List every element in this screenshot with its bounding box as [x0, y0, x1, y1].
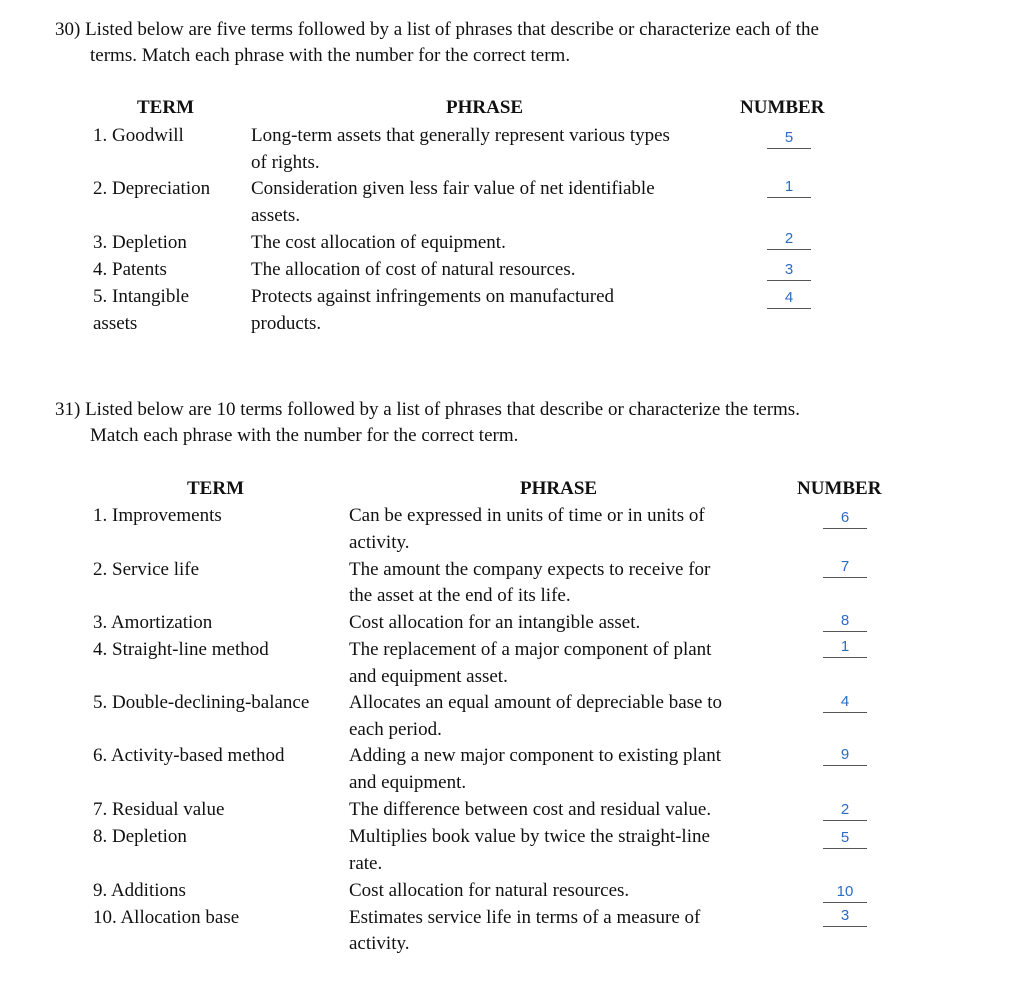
q30-phrase: The cost allocation of equipment.: [251, 232, 506, 253]
q30-title-line1: 30) Listed below are five terms followed by a list of phrases that describe or characterize each of the: [55, 19, 819, 40]
q31-term: 7. Residual value: [93, 799, 225, 820]
q30-phrase: Long-term assets that generally represent various types: [251, 125, 670, 146]
q31-term: 9. Additions: [93, 880, 186, 901]
q31-phrase: Multiplies book value by twice the straight-line: [349, 826, 710, 847]
q31-phrase: rate.: [349, 853, 383, 874]
q30-phrase: Consideration given less fair value of net identifiable: [251, 178, 655, 199]
q31-phrase: each period.: [349, 719, 442, 740]
q31-phrase: Can be expressed in units of time or in units of: [349, 505, 705, 526]
q31-answer-field[interactable]: 7: [823, 558, 867, 578]
q31-term: 4. Straight-line method: [93, 639, 269, 660]
q31-term-header: TERM: [187, 478, 244, 499]
q30-term: assets: [93, 313, 138, 334]
q31-term: 1. Improvements: [93, 505, 222, 526]
q30-term: 3. Depletion: [93, 232, 187, 253]
q31-answer-field[interactable]: 6: [823, 509, 867, 529]
q31-phrase: and equipment.: [349, 772, 467, 793]
q30-phrase: of rights.: [251, 152, 320, 173]
q31-phrase: activity.: [349, 933, 410, 954]
q31-answer-field[interactable]: 5: [823, 829, 867, 849]
q30-phrase: Protects against infringements on manufactured: [251, 286, 615, 307]
q31-phrase: Cost allocation for natural resources.: [349, 880, 630, 901]
q31-term: 5. Double-declining-balance: [93, 692, 310, 713]
q31-term: 6. Activity-based method: [93, 745, 285, 766]
q31-answer-field[interactable]: 3: [823, 907, 867, 927]
q30-answer-field[interactable]: 1: [767, 178, 811, 198]
q30-term: 2. Depreciation: [93, 178, 211, 199]
q31-phrase: Cost allocation for an intangible asset.: [349, 612, 641, 633]
q30-answer-field[interactable]: 3: [767, 261, 811, 281]
q30-answer-field[interactable]: 5: [767, 129, 811, 149]
q30-term: 4. Patents: [93, 259, 167, 280]
q31-phrase: The amount the company expects to receive for: [349, 559, 711, 580]
q30-phrase: products.: [251, 313, 322, 334]
q30-title-line2: terms. Match each phrase with the number for the correct term.: [90, 45, 571, 66]
q30-phrase-header: PHRASE: [446, 97, 524, 118]
q31-phrase: The difference between cost and residual value.: [349, 799, 712, 820]
q30-phrase: The allocation of cost of natural resources.: [251, 259, 576, 280]
q30-term: 5. Intangible: [93, 286, 190, 307]
q31-answer-field[interactable]: 10: [823, 883, 867, 903]
q31-answer-field[interactable]: 9: [823, 746, 867, 766]
q31-answer-field[interactable]: 1: [823, 638, 867, 658]
q31-answer-field[interactable]: 4: [823, 693, 867, 713]
q31-phrase: the asset at the end of its life.: [349, 585, 571, 606]
q30-phrase: assets.: [251, 205, 301, 226]
q31-phrase: Adding a new major component to existing plant: [349, 745, 722, 766]
q30-answer-field[interactable]: 4: [767, 289, 811, 309]
q30-term: 1. Goodwill: [93, 125, 184, 146]
q31-number-header: NUMBER: [797, 478, 882, 499]
q31-title-line1: 31) Listed below are 10 terms followed by a list of phrases that describe or characterize the terms.: [55, 399, 800, 420]
q31-term: 8. Depletion: [93, 826, 187, 847]
q31-phrase: Estimates service life in terms of a measure of: [349, 907, 701, 928]
q31-answer-field[interactable]: 2: [823, 801, 867, 821]
q31-answer-field[interactable]: 8: [823, 612, 867, 632]
q31-term: 10. Allocation base: [93, 907, 240, 928]
q31-phrase-header: PHRASE: [520, 478, 598, 499]
q30-answer-field[interactable]: 2: [767, 230, 811, 250]
q31-phrase: The replacement of a major component of plant: [349, 639, 712, 660]
q31-title-line2: Match each phrase with the number for the correct term.: [90, 425, 519, 446]
q31-phrase: Allocates an equal amount of depreciable base to: [349, 692, 722, 713]
q31-phrase: and equipment asset.: [349, 666, 508, 687]
q30-term-header: TERM: [137, 97, 194, 118]
q31-term: 3. Amortization: [93, 612, 213, 633]
q30-number-header: NUMBER: [740, 97, 825, 118]
q31-phrase: activity.: [349, 532, 410, 553]
q31-term: 2. Service life: [93, 559, 200, 580]
